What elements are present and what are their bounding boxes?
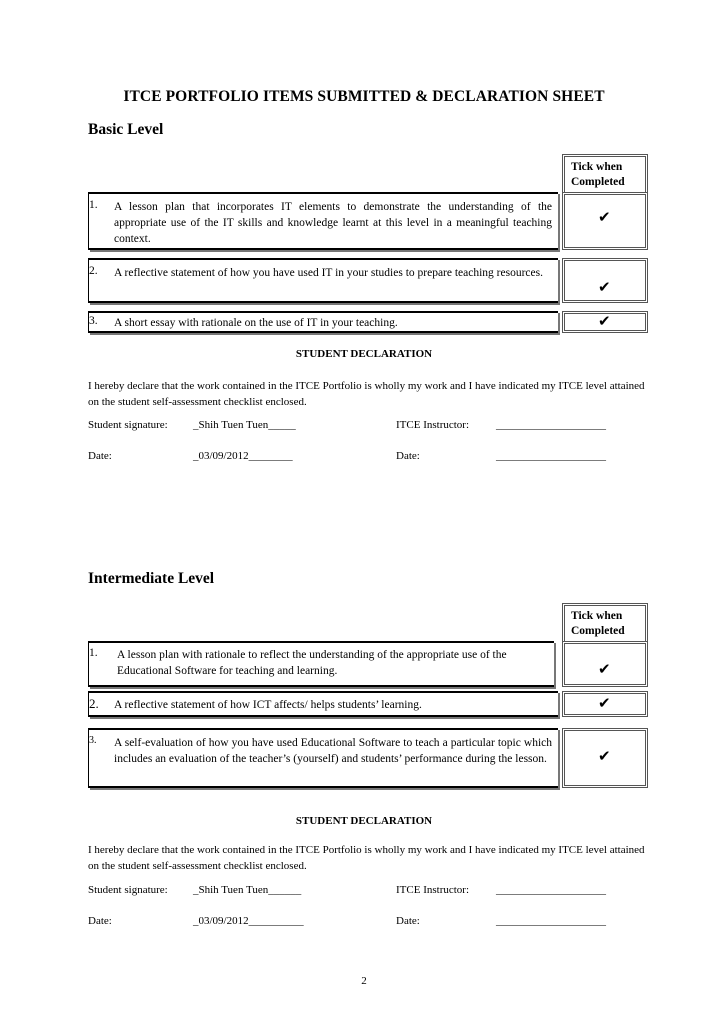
item-number: 3. xyxy=(89,315,98,327)
item-number: 1. xyxy=(89,647,98,659)
instructor-date-label: Date: xyxy=(396,915,420,927)
item-text: A reflective statement of how ICT affects/ helps students’ learning. xyxy=(114,699,422,711)
basic-level-heading: Basic Level xyxy=(88,121,164,138)
tick-cell xyxy=(562,641,648,687)
tick-header xyxy=(562,603,648,641)
checkmark-icon: ✔ xyxy=(598,278,611,296)
item-cell xyxy=(88,728,558,788)
instructor-date-value: ____________________ xyxy=(496,915,606,927)
tick-header-line2: Completed xyxy=(571,625,625,637)
checkmark-icon: ✔ xyxy=(598,747,611,765)
item-number: 2. xyxy=(89,265,98,277)
tick-cell xyxy=(562,192,648,250)
date-value: _03/09/2012________ xyxy=(193,450,293,462)
item-cell xyxy=(88,192,558,250)
table-row xyxy=(88,728,648,788)
instructor-date-label: Date: xyxy=(396,450,420,462)
date-value: _03/09/2012__________ xyxy=(193,915,304,927)
instructor-label: ITCE Instructor: xyxy=(396,419,470,431)
item-text: A short essay with rationale on the use of IT in your teaching. xyxy=(114,317,398,329)
signature-label: Student signature: xyxy=(88,419,168,431)
page-number: 2 xyxy=(361,975,367,987)
tick-cell xyxy=(562,728,648,788)
item-cell xyxy=(88,691,558,717)
table-row xyxy=(88,192,648,250)
item-cell xyxy=(88,641,554,687)
tick-cell xyxy=(562,311,648,333)
intermediate-level-heading: Intermediate Level xyxy=(88,570,215,587)
table-row xyxy=(88,641,648,687)
instructor-label: ITCE Instructor: xyxy=(396,884,470,896)
tick-header-line2: Completed xyxy=(571,176,625,188)
item-text: A lesson plan that incorporates IT elements to demonstrate the understanding of the appropriate use of the IT skills and knowledge learnt at this level in a meaningful teaching context. xyxy=(114,201,552,245)
item-number: 3. xyxy=(89,735,97,746)
tick-cell xyxy=(562,691,648,717)
tick-header-line1: Tick when xyxy=(571,161,623,173)
table-row xyxy=(88,311,648,333)
tick-header xyxy=(562,154,648,192)
checkmark-icon: ✔ xyxy=(598,312,611,330)
date-label: Date: xyxy=(88,450,112,462)
checkmark-icon: ✔ xyxy=(598,660,611,678)
item-text: A self-evaluation of how you have used Educational Software to teach a particular topic which includes an evaluation of the teacher’s (yourself) and students’ performance during the lesson. xyxy=(114,737,552,765)
page-title: ITCE PORTFOLIO ITEMS SUBMITTED & DECLARATION SHEET xyxy=(123,88,605,105)
signature-value: _Shih Tuen Tuen_____ xyxy=(193,419,296,431)
item-text: A reflective statement of how you have used IT in your studies to prepare teaching resources. xyxy=(114,267,543,279)
item-cell xyxy=(88,258,558,303)
checkmark-icon: ✔ xyxy=(598,208,611,226)
declaration-heading: STUDENT DECLARATION xyxy=(295,815,433,827)
tick-cell xyxy=(562,258,648,303)
instructor-date-value: ____________________ xyxy=(496,450,606,462)
table-row xyxy=(88,691,648,717)
declaration-text: I hereby declare that the work contained in the ITCE Portfolio is wholly my work and I have indicated my ITCE level attained on the student self-assessment checklist enclosed. xyxy=(88,844,645,872)
table-row xyxy=(88,258,648,303)
declaration-text: I hereby declare that the work contained in the ITCE Portfolio is wholly my work and I have indicated my ITCE level attained on the student self-assessment checklist enclosed. xyxy=(88,380,645,408)
declaration-heading: STUDENT DECLARATION xyxy=(295,348,433,360)
item-number: 2. xyxy=(89,696,99,711)
item-number: 1. xyxy=(89,199,98,211)
signature-value: _Shih Tuen Tuen______ xyxy=(193,884,302,896)
instructor-value: ____________________ xyxy=(496,419,606,431)
tick-header-line1: Tick when xyxy=(571,610,623,622)
item-text: A lesson plan with rationale to reflect the understanding of the appropriate use of the Educational Software for teaching and learning. xyxy=(117,649,507,677)
signature-label: Student signature: xyxy=(88,884,168,896)
checkmark-icon: ✔ xyxy=(598,694,611,712)
date-label: Date: xyxy=(88,915,112,927)
item-cell xyxy=(88,311,558,333)
instructor-value: ____________________ xyxy=(496,884,606,896)
